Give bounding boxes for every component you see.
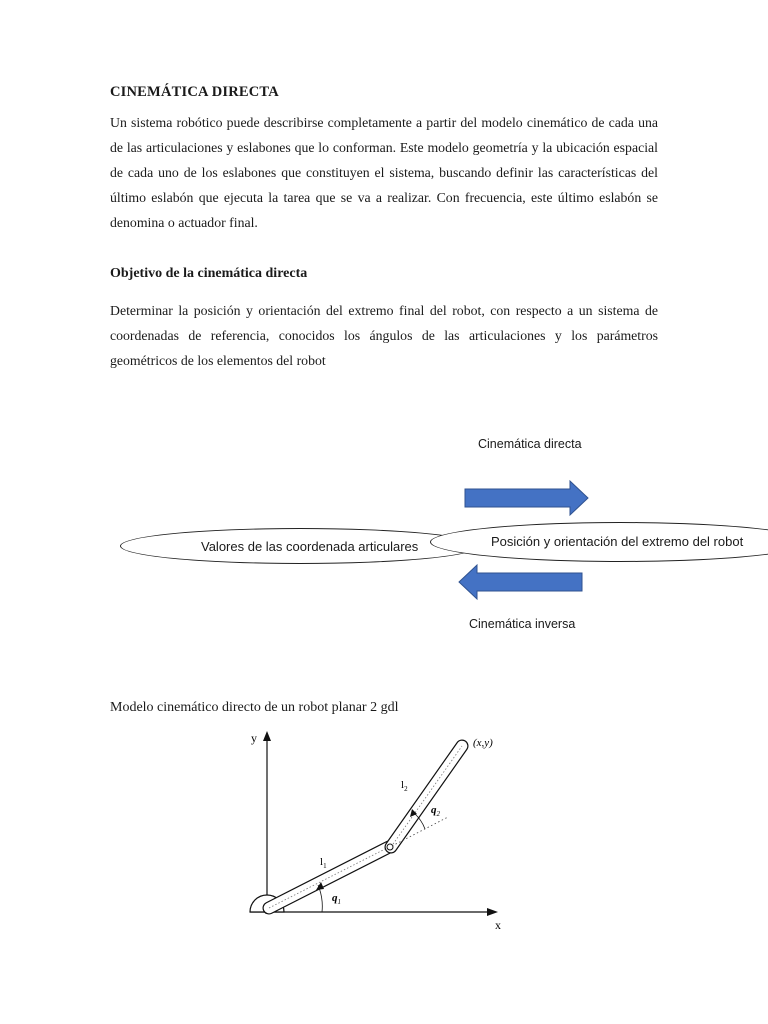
figure-caption: Modelo cinemático directo de un robot planar 2 gdl (110, 700, 399, 715)
link-2 (391, 746, 462, 847)
angle-q1-label: $q_1$ (332, 892, 341, 906)
x-axis-label: x (495, 918, 501, 932)
link1-label: $l_1$ (320, 856, 327, 870)
elbow-joint (387, 844, 393, 850)
end-effector-label: Posición y orientación del extremo del robot (491, 534, 744, 549)
objective-heading: Objetivo de la cinemática directa (110, 266, 308, 281)
document-title: CINEMÁTICA DIRECTA (110, 84, 279, 100)
robot-arm-diagram (240, 725, 520, 945)
y-axis-label: y (251, 731, 257, 745)
objective-text: Determinar la posición y orientación del extremo final del robot, con respecto a un sistema de coordenadas de referencia, conocidos los ángulos de las articulaciones y los parámetros geométricos de los elementos del robot (110, 303, 658, 368)
objective-paragraph (110, 298, 658, 373)
forward-arrow (462, 478, 592, 518)
intro-text: Un sistema robótico puede describirse completamente a partir del modelo cinemático de cada una de las articulaciones y eslabones que lo conforman. Este modelo geometría y la ubicación espacial de cada uno de los eslabones que constituyen el sistema, buscando definir las características del último eslabón que ejecuta la tarea que se va a realizar. Con frecuencia, este último eslabón se denomina o actuador final. (110, 115, 658, 230)
forward-kinematics-label: Cinemática directa (478, 437, 582, 451)
link-1 (269, 847, 389, 908)
angle-q2-label: $q_2$ (431, 804, 440, 818)
joint-values-ellipse (120, 528, 480, 564)
end-effector-ellipse (430, 522, 768, 562)
intro-paragraph (110, 110, 658, 235)
end-point-label: (x,y) (473, 737, 493, 749)
inverse-kinematics-label: Cinemática inversa (469, 617, 576, 631)
joint-values-label: Valores de las coordenada articulares (201, 539, 419, 554)
link2-label: $l_2$ (401, 779, 408, 793)
inverse-arrow (456, 562, 586, 602)
